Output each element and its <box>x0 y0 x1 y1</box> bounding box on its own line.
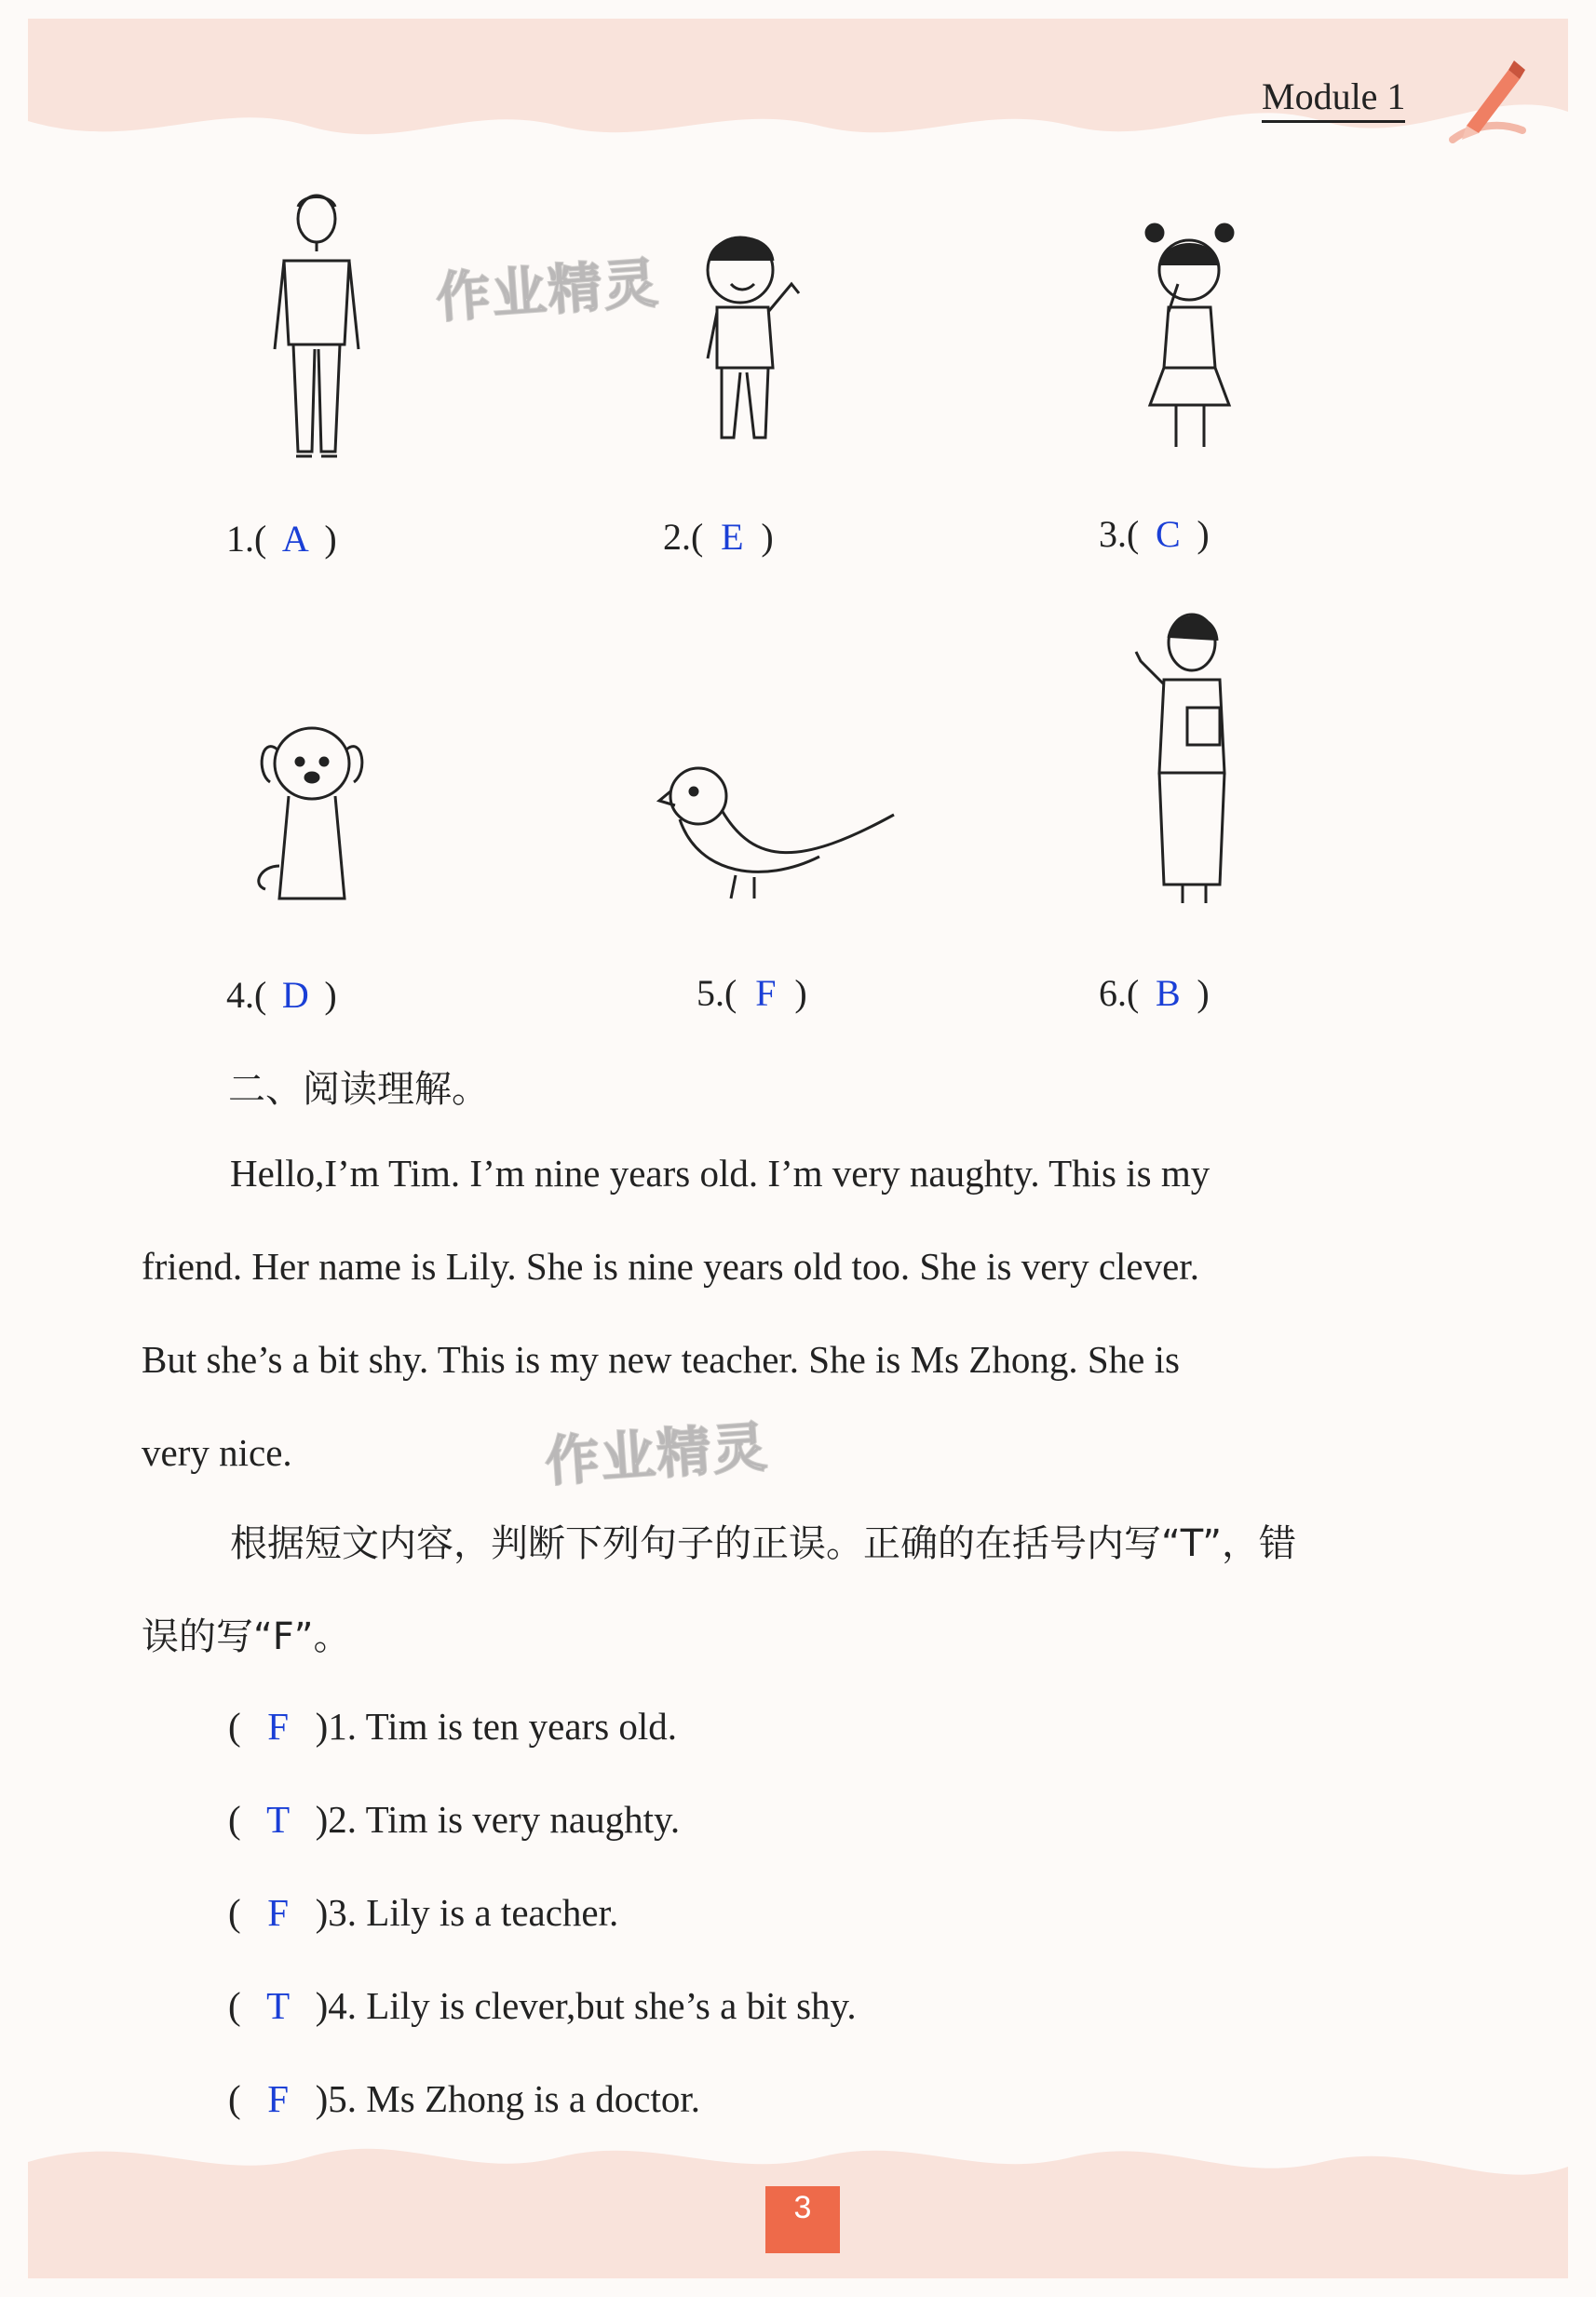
answer-value: F <box>755 972 777 1014</box>
man-icon <box>261 186 372 466</box>
boy-icon <box>689 219 810 461</box>
section-title: 二、阅读理解。 <box>228 1068 489 1111</box>
tf-item-1: ( F )1. Tim is ten years old. <box>228 1705 678 1748</box>
answer-value: B <box>1155 972 1181 1014</box>
picture-answer-1: 1.( A ) <box>226 518 337 560</box>
bird-icon <box>652 754 903 912</box>
picture-answer-2: 2.( E ) <box>663 516 774 558</box>
picture-answer-5: 5.( F ) <box>697 972 807 1014</box>
tf-item-5: ( F )5. Ms Zhong is a doctor. <box>228 2077 701 2120</box>
tf-item-4: ( T )4. Lily is clever,but she’s a bit shy. <box>228 1984 857 2027</box>
teacher-icon <box>1131 605 1252 912</box>
page-number: 3 <box>793 2190 812 2225</box>
answer-value: E <box>721 516 744 558</box>
answer-value: F <box>267 2077 290 2120</box>
picture-answer-4: 4.( D ) <box>226 974 337 1016</box>
instruction-line: 误的写“F”。 <box>142 1615 351 1658</box>
girl-icon <box>1131 219 1252 461</box>
module-label: Module 1 <box>1262 74 1405 123</box>
tf-item-3: ( F )3. Lily is a teacher. <box>228 1891 619 1934</box>
passage-line: But she’s a bit shy. This is my new teacher. She is Ms Zhong. She is <box>142 1338 1180 1381</box>
picture-answer-6: 6.( B ) <box>1099 972 1210 1014</box>
reading-passage <box>142 1127 1462 1499</box>
tf-item-2: ( T )2. Tim is very naughty. <box>228 1798 681 1841</box>
instruction <box>142 1497 1464 1683</box>
passage-line: friend. Her name is Lily. She is nine years old too. She is very clever. <box>142 1245 1199 1288</box>
passage-line: very nice. <box>142 1431 292 1474</box>
answer-value: F <box>267 1891 290 1934</box>
answer-value: D <box>281 974 309 1016</box>
answer-value: T <box>266 1798 291 1841</box>
passage-line: Hello,I’m Tim. I’m nine years old. I’m very naughty. This is my <box>230 1152 1211 1195</box>
picture-answer-3: 3.( C ) <box>1099 513 1210 555</box>
watermark: 作业精灵 <box>543 1414 771 1494</box>
answer-value: C <box>1155 513 1181 555</box>
answer-value: F <box>267 1705 290 1748</box>
answer-value: T <box>266 1984 291 2027</box>
answer-value: A <box>281 518 309 560</box>
pen-icon <box>1434 51 1536 154</box>
watermark: 作业精灵 <box>434 250 662 331</box>
dog-icon <box>242 708 382 912</box>
instruction-line: 根据短文内容，判断下列句子的正误。正确的在括号内写“T”，错 <box>230 1522 1296 1565</box>
